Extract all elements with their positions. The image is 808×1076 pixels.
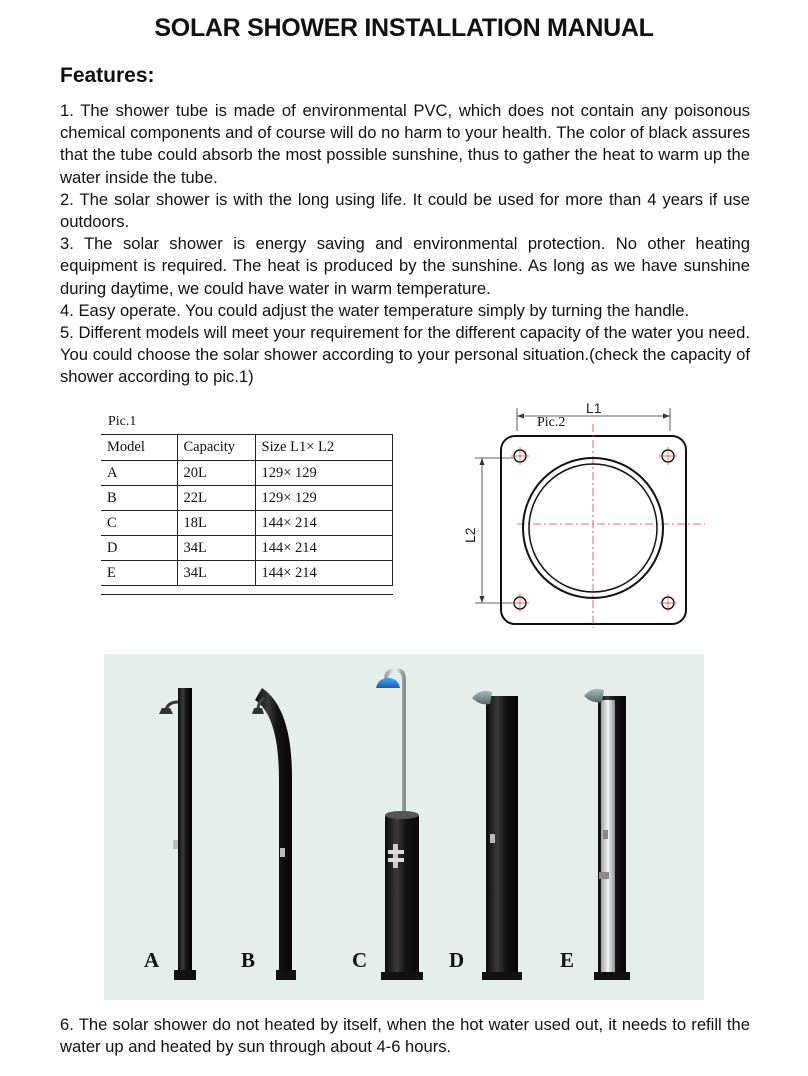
feature-item-2: 2. The solar shower is with the long using life. It could be used for more than 4 years if use outdoors. xyxy=(60,189,750,232)
product-photo xyxy=(104,654,704,1000)
cell-model: B xyxy=(101,486,177,511)
header-size: Size L1× L2 xyxy=(255,435,393,461)
table-row xyxy=(101,561,393,586)
model-label-d: D xyxy=(449,948,465,972)
pic2-label: Pic.2 xyxy=(537,415,566,430)
header-model: Model xyxy=(101,435,177,461)
cell-model: C xyxy=(101,511,177,536)
cell-capacity: 34L xyxy=(177,536,255,561)
cell-capacity: 34L xyxy=(177,561,255,586)
feature-item-4: 4. Easy operate. You could adjust the water temperature simply by turning the handle. xyxy=(60,300,690,320)
table-row xyxy=(101,511,393,536)
shower-model-d xyxy=(472,691,522,980)
l1-label: L1 xyxy=(586,400,602,416)
shower-model-e xyxy=(584,689,630,980)
shower-model-a xyxy=(159,688,196,980)
shower-model-c xyxy=(376,670,423,980)
cell-capacity: 18L xyxy=(177,511,255,536)
cell-model: D xyxy=(101,536,177,561)
features-list xyxy=(60,100,750,389)
feature-item-3: 3. The solar shower is energy saving and environmental protection. No other heating equipment is required. The heat is produced by the sunshine. As long as we have sunshine during daytime, we could have water in warm temperature. xyxy=(60,234,750,298)
cell-size: 129× 129 xyxy=(255,486,393,511)
cell-size: 144× 214 xyxy=(255,536,393,561)
table-row xyxy=(101,461,393,486)
cell-model: A xyxy=(101,461,177,486)
feature-item-5: 5. Different models will meet your requirement for the different capacity of the water you need. You could choose the solar shower according to your personal situation.(check the capacity of shower according to pic.1) xyxy=(60,323,750,387)
features-heading: Features: xyxy=(60,64,155,87)
bolt-hole-crosshairs xyxy=(511,447,677,612)
model-label-a: A xyxy=(144,948,160,972)
shower-illustrations xyxy=(104,654,704,1000)
l2-arrow-top xyxy=(480,458,485,465)
flange-diagram xyxy=(455,396,715,636)
table-row xyxy=(101,536,393,561)
l2-arrow-bottom xyxy=(480,596,485,603)
cell-model: E xyxy=(101,561,177,586)
model-label-c: C xyxy=(352,948,368,972)
feature-item-1: 1. The shower tube is made of environmental PVC, which does not contain any poisonous chemical components and of course will do no harm to your health. The color of black assures that the tube could absorb the most possible sunshine, thus to gather the heat to warm up the water inside the tube. xyxy=(60,101,750,187)
header-capacity: Capacity xyxy=(177,435,255,461)
table-bottom-rule xyxy=(101,594,393,595)
cell-size: 144× 214 xyxy=(255,561,393,586)
cell-size: 144× 214 xyxy=(255,511,393,536)
l2-label: L2 xyxy=(462,527,478,543)
cell-capacity: 22L xyxy=(177,486,255,511)
model-label-b: B xyxy=(241,948,256,972)
l1-arrow-left xyxy=(517,414,524,419)
l1-arrow-right xyxy=(663,414,670,419)
table-header-row xyxy=(101,435,393,461)
cell-size: 129× 129 xyxy=(255,461,393,486)
refill-note: 6. The solar shower do not heated by itself, when the hot water used out, it needs to refill the water up and heated by sun through about 4-6 hours. xyxy=(60,1015,750,1056)
model-label-e: E xyxy=(560,948,575,972)
capacity-table xyxy=(101,434,393,586)
pic1-label: Pic.1 xyxy=(108,414,137,429)
shower-model-b xyxy=(252,688,296,980)
page-title: SOLAR SHOWER INSTALLATION MANUAL xyxy=(154,14,654,42)
cell-capacity: 20L xyxy=(177,461,255,486)
table-row xyxy=(101,486,393,511)
